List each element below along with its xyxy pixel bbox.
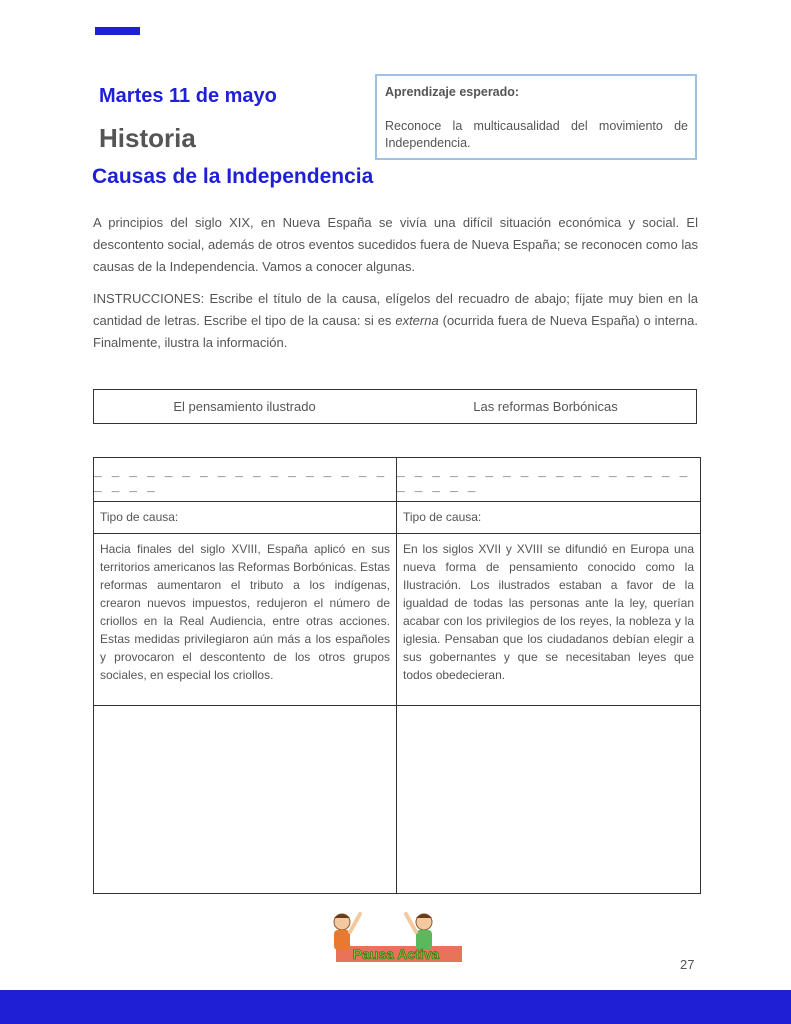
child-right-icon <box>406 914 432 950</box>
options-box <box>93 389 697 424</box>
causes-table <box>93 457 701 894</box>
tipo-causa-right[interactable]: Tipo de causa: <box>397 502 700 534</box>
option-reformas: Las reformas Borbónicas <box>473 399 618 414</box>
cause-text-right: En los siglos XVII y XVIII se difundió en Europa una nueva forma de pensamiento conocido como la Ilustración. Los ilustrados estaban a favor de la igualdad de todas las personas ante la ley, querían acabar con los privilegios de los reyes, la nobleza y la iglesia. Pensaban que los ciudadanos debían elegir a sus gobernantes y que se necesitaban leyes que todos obedecieran. <box>397 534 700 706</box>
instructions-emphasis: externa <box>395 313 439 328</box>
tipo-causa-left[interactable]: Tipo de causa: <box>94 502 397 534</box>
bottom-accent-bar <box>0 990 791 1024</box>
instructions-text-end: (ocurrida fuera de Nueva España) o interna. Finalmente, ilustra la información. <box>93 313 698 350</box>
subject-heading: Historia <box>99 123 196 153</box>
page-title: Causas de la Independencia <box>92 165 374 188</box>
page-number: 27 <box>680 957 695 972</box>
child-left-icon <box>334 914 360 950</box>
cause-text-left: Hacia finales del siglo XVIII, España aplicó en sus territorios americanos las Reformas Borbónicas. Estas reformas aumentaron el tributo a los indígenas, crearon nuevos impuestos, redujeron el número de criollos en la Real Audiencia, entre otras acciones. Estas medidas privilegiaron aún más a los españoles y provocaron el descontento de los otros grupos sociales, en especial los criollos. <box>94 534 397 706</box>
title-blanks-left[interactable]: _ _ _ _ _ _ _ _ _ _ _ _ _ _ _ _ _ _ _ _ _ <box>94 458 397 502</box>
pausa-activa-logo <box>326 910 466 970</box>
instructions-paragraph <box>93 288 698 354</box>
aprendizaje-label: Aprendizaje esperado: <box>385 85 520 99</box>
illustration-area-right[interactable] <box>397 706 700 893</box>
illustration-area-left[interactable] <box>94 706 397 893</box>
date-heading: Martes 11 de mayo <box>99 85 277 107</box>
intro-paragraph: A principios del siglo XIX, en Nueva España se vivía una difícil situación económica y social. El descontento social, además de otros eventos sucedidos fuera de Nueva España; se reconocen como las causas de la Independencia. Vamos a conocer algunas. <box>93 215 698 274</box>
top-accent-bar <box>95 27 140 35</box>
title-blanks-right[interactable]: _ _ _ _ _ _ _ _ _ _ _ _ _ _ _ _ _ _ _ _ _ _ <box>397 458 700 502</box>
aprendizaje-text: Reconoce la multicausalidad del movimiento de Independencia. <box>385 119 688 150</box>
aprendizaje-box <box>375 74 697 160</box>
pausa-activa-text: Pausa Activa <box>352 946 440 962</box>
option-pensamiento: El pensamiento ilustrado <box>173 399 316 414</box>
instructions-text: INSTRUCCIONES: Escribe el título de la causa, elígelos del recuadro de abajo; fíjate muy bien en la cantidad de letras. Escribe el tipo de la causa: si es <box>93 291 698 328</box>
